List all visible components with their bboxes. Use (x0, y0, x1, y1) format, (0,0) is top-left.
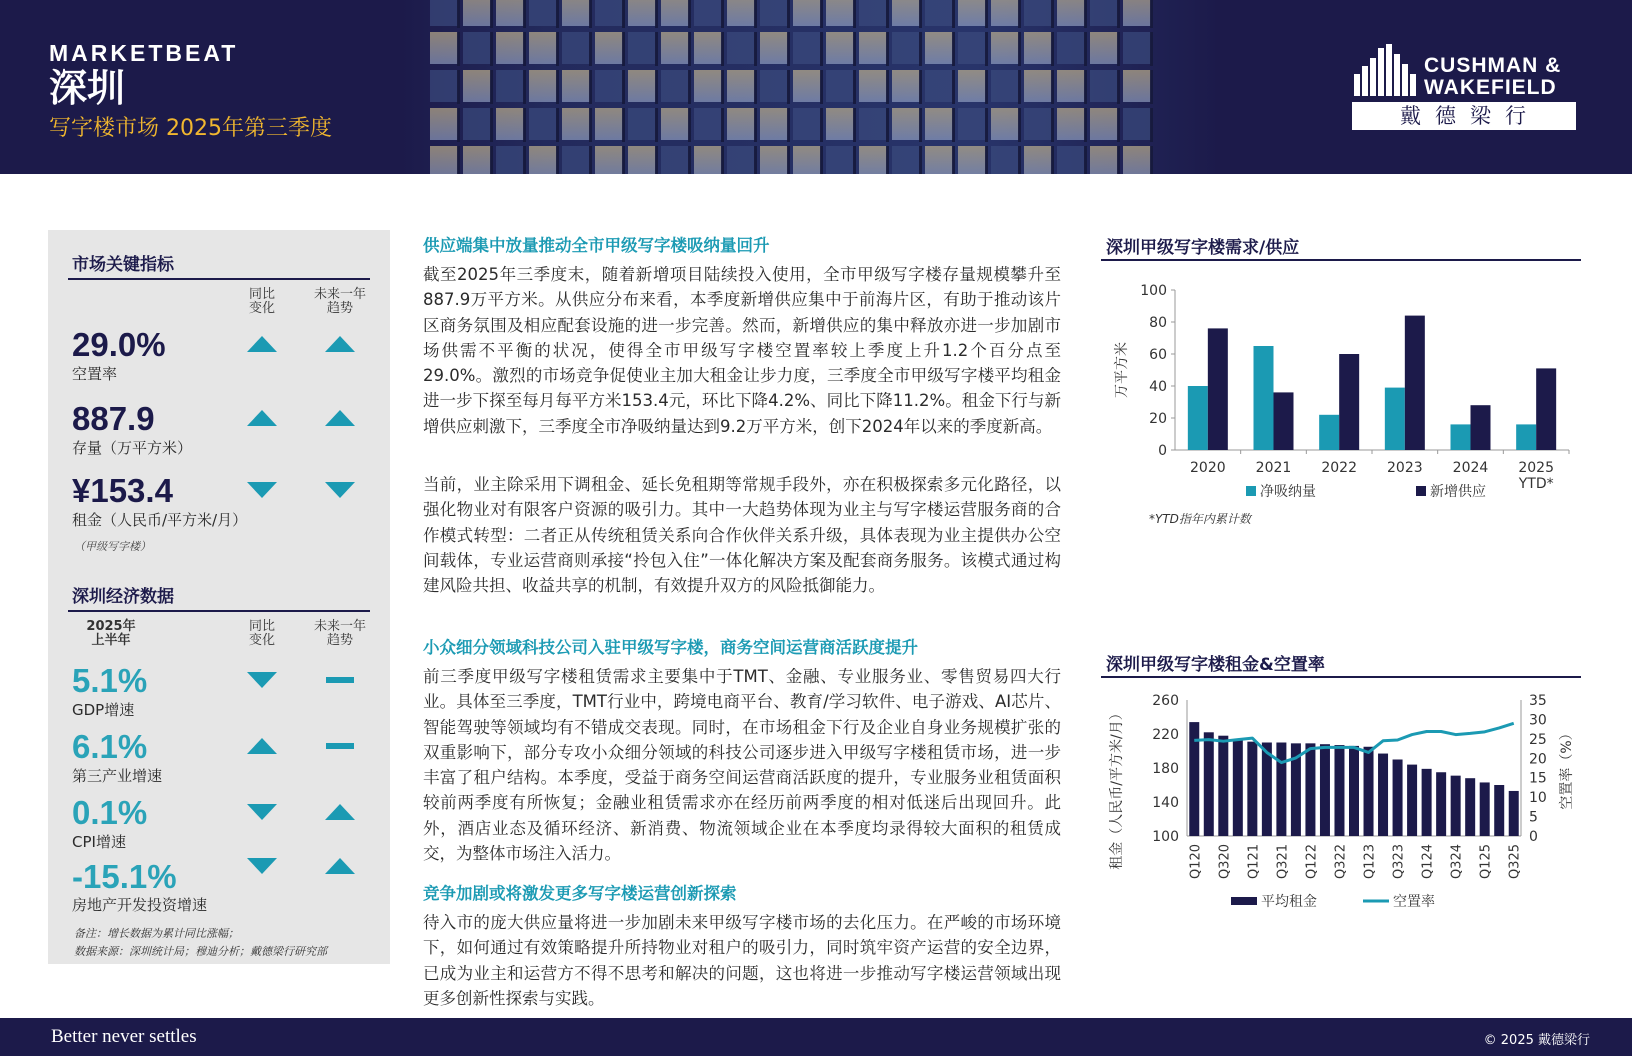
legend-label: 新增供应 (1430, 484, 1486, 500)
report-subtitle: 写字楼市场 2025年第三季度 (49, 116, 332, 141)
bar-rent-Q121 (1247, 742, 1257, 836)
realestate-label: 房地产开发投资增速 (72, 896, 208, 914)
x-tick-label: Q122 (1304, 844, 1320, 880)
bar-supply-2 (1339, 354, 1359, 450)
bar-rent-Q420 (1233, 739, 1243, 836)
section-heading-demand: 小众细分领域科技公司入驻甲级写字楼，商务空间运营商活跃度提升 (423, 638, 918, 657)
x-tick-label: 2022 (1321, 460, 1357, 476)
cpi-value: 0.1% (72, 794, 148, 831)
footer-tagline: Better never settles (51, 1026, 197, 1047)
y-tick-label: 40 (1149, 379, 1167, 395)
y-tick-label-right: 10 (1529, 790, 1547, 807)
y-axis-label-left: 租金（人民币/平方米/月） (1109, 706, 1125, 870)
bar-absorption-5 (1516, 424, 1536, 450)
y-axis-label-right: 空置率（%） (1559, 726, 1575, 810)
panel-footnote: 备注：增长数据为累计同比涨幅； (74, 927, 239, 940)
x-tick-label: 2025 (1518, 460, 1554, 476)
realestate-yoy-arrow-down-icon (246, 856, 278, 876)
footer-bar (0, 1018, 1632, 1056)
key-indicators-panel (48, 230, 390, 964)
y-tick-label: 100 (1140, 283, 1167, 299)
y-axis-label: 万平方米 (1114, 342, 1130, 398)
bar-rent-Q224 (1436, 772, 1446, 836)
x-tick-label: YTD* (1518, 476, 1554, 492)
logo-text-line2: WAKEFIELD (1424, 76, 1557, 99)
rent-outlook-arrow-down-icon (324, 480, 356, 500)
tertiary-outlook-flat-dash-icon (324, 736, 356, 756)
economy-heading: 深圳经济数据 (72, 587, 174, 607)
x-tick-label: Q325 (1507, 844, 1523, 880)
y-tick-label-right: 20 (1529, 751, 1547, 768)
y-tick-label-right: 15 (1529, 770, 1547, 787)
rent-value: ¥153.4 (72, 472, 173, 509)
tertiary-value: 6.1% (72, 728, 148, 765)
x-tick-label: Q120 (1188, 844, 1204, 880)
x-tick-label: 2020 (1190, 460, 1226, 476)
stock-yoy-arrow-up-icon (246, 408, 278, 428)
col-header-outlook: 未来一年 趋势 (313, 619, 366, 648)
rent-yoy-arrow-down-icon (246, 480, 278, 500)
y-tick-label-left: 100 (1152, 829, 1179, 845)
paragraph: 截至2025年三季度末，随着新增项目陆续投入使用，全市甲级写字楼存量规模攀升至887.9万平方米。从供应分布来看，本季度新增供应集中于前海片区，有助于推动该片区商务氛围及相应配套设施的进一步完善。然而，新增供应的集中释放亦进一步加剧市场供需不平衡的状况，使得全市甲级写字楼空置率较上季度上升1.2个百分点至29.0%。激烈的市场竞争促使业主加大租金让步力度，三季度全市甲级写字楼平均租金进一步下探至每月每平方米153.4元，环比下降4.2%、同比下降11.2%。租金下行与新增供应刺激下，三季度全市净吸纳量达到9.2万平方米，创下2024年以来的季度新高。 (423, 265, 1061, 436)
logo-building-icon (1352, 44, 1418, 96)
rent-note: （甲级写字楼） (74, 540, 151, 553)
paragraph: 当前，业主除采用下调租金、延长免租期等常规手段外，亦在积极探索多元化路径，以强化物业对有限客户资源的吸引力。其中一大趋势体现为业主与写字楼运营服务商的合作模式转型：二者正从传统租赁关系向合作伙伴关系升级，具体表现为业主提供办公空间载体，专业运营商则承接“拎包入住”一体化解决方案及配套商务服务。该模式通过构建风险共担、收益共享的机制，有效提升双方的风险抵御能力。 (423, 475, 1061, 596)
y-tick-label-left: 180 (1152, 761, 1179, 777)
vacancy-value: 29.0% (72, 326, 166, 363)
y-tick-label-right: 25 (1529, 731, 1547, 748)
gdp-value: 5.1% (72, 662, 148, 699)
paragraph: 前三季度甲级写字楼租赁需求主要集中于TMT、金融、专业服务业、零售贸易四大行业。具体至三季度，TMT行业中，跨境电商平台、教育/学习软件、电子游戏、AI芯片、智能驾驶等领域均有不错成交表现。同时，在市场租金下行及企业自身业务规模扩张的双重影响下，部分专攻小众细分领域的科技公司逐步进入甲级写字楼租赁市场，进一步丰富了租户结构。本季度，受益于商务空间运营商活跃度的提升，专业服务业租赁面积较前两季度有所恢复；金融业租赁需求亦在经历前两季度的相对低迷后出现回升。此外，酒店业态及循环经济、新消费、物流领域企业在本季度均录得较大面积的租赁成交，为整体市场注入活力。 (423, 667, 1061, 864)
x-tick-label: Q321 (1275, 844, 1291, 880)
bar-supply-5 (1536, 368, 1556, 450)
tertiary-label: 第三产业增速 (72, 767, 163, 785)
x-tick-label: Q124 (1420, 844, 1436, 880)
bar-rent-Q321 (1276, 743, 1286, 837)
bar-supply-1 (1274, 392, 1294, 450)
footer-copyright: © 2025 戴德梁行 (1483, 1033, 1590, 1048)
y-tick-label-left: 140 (1152, 795, 1179, 811)
chart2-title: 深圳甲级写字楼租金&空置率 (1106, 655, 1325, 675)
bar-rent-Q222 (1320, 744, 1330, 836)
vacancy-yoy-arrow-up-icon (246, 334, 278, 354)
vacancy-outlook-arrow-up-icon (324, 334, 356, 354)
bar-supply-3 (1405, 316, 1425, 450)
stock-outlook-arrow-up-icon (324, 408, 356, 428)
bar-rent-Q422 (1349, 746, 1359, 836)
legend-swatch (1246, 486, 1256, 496)
y-tick-label-right: 35 (1529, 693, 1547, 709)
legend-swatch (1416, 486, 1426, 496)
realestate-value: -15.1% (72, 858, 177, 895)
bar-absorption-4 (1451, 424, 1471, 450)
rent-label: 租金（人民币/平方米/月） (72, 511, 248, 529)
divider (68, 278, 370, 280)
gdp-outlook-flat-dash-icon (324, 670, 356, 690)
col-header-outlook: 未来一年 趋势 (313, 287, 366, 316)
bar-rent-Q122 (1305, 743, 1315, 836)
x-tick-label: 2021 (1255, 460, 1292, 476)
report-brand: MARKETBEAT (49, 40, 239, 66)
legend-label: 净吸纳量 (1260, 484, 1316, 500)
legend-swatch (1231, 897, 1257, 905)
bar-rent-Q423 (1407, 765, 1417, 836)
supply-demand-chart (1101, 270, 1581, 540)
bar-supply-0 (1208, 328, 1228, 450)
bar-rent-Q325 (1509, 791, 1519, 836)
x-tick-label: Q123 (1362, 844, 1378, 880)
y-tick-label: 0 (1158, 443, 1167, 459)
x-tick-label: 2024 (1452, 460, 1489, 476)
realestate-outlook-arrow-up-icon (324, 856, 356, 876)
bar-absorption-3 (1385, 388, 1405, 450)
indicators-heading: 市场关键指标 (72, 255, 174, 275)
panel-source: 数据来源：深圳统计局；穆迪分析；戴德梁行研究部 (74, 945, 327, 958)
bar-rent-Q123 (1364, 747, 1374, 836)
gdp-label: GDP增速 (72, 701, 135, 719)
x-tick-label: Q324 (1449, 844, 1465, 880)
y-tick-label-right: 5 (1529, 809, 1538, 826)
report-city: 深圳 (49, 66, 126, 110)
x-tick-label: Q320 (1217, 844, 1233, 880)
y-tick-label-right: 30 (1529, 712, 1547, 729)
divider (1101, 259, 1581, 261)
company-logo (1352, 44, 1578, 132)
col-header-yoy: 同比 变化 (248, 287, 275, 316)
legend-label: 平均租金 (1261, 894, 1317, 910)
bar-supply-4 (1471, 405, 1491, 450)
x-tick-label: Q323 (1391, 844, 1407, 880)
legend-label: 空置率 (1393, 894, 1435, 910)
y-tick-label: 20 (1149, 411, 1167, 427)
section-heading-outlook: 竞争加剧或将激发更多写字楼运营创新探索 (423, 884, 737, 903)
bar-rent-Q223 (1378, 754, 1388, 836)
header-banner (0, 0, 1632, 174)
bar-rent-Q322 (1334, 745, 1344, 836)
bar-rent-Q124 (1422, 769, 1432, 836)
chart1-title: 深圳甲级写字楼需求/供应 (1106, 238, 1300, 258)
x-tick-label: Q322 (1333, 844, 1349, 880)
bar-rent-Q220 (1204, 732, 1214, 836)
divider (1101, 676, 1581, 678)
gdp-yoy-arrow-down-icon (246, 670, 278, 690)
y-tick-label-right: 0 (1529, 829, 1538, 845)
logo-chinese-name: 戴德梁行 (1352, 102, 1576, 130)
col-header-period: 2025年 上半年 (86, 619, 136, 648)
divider (68, 610, 370, 612)
paragraph: 待入市的庞大供应量将进一步加剧未来甲级写字楼市场的去化压力。在严峻的市场环境下，如何通过有效策略提升所持物业对租户的吸引力，同时筑牢资产运营的安全边界，已成为业主和运营方不得不思考和解决的问题，这也将进一步推动写字楼运营领域出现更多创新性探索与实践。 (423, 913, 1061, 1008)
bar-rent-Q225 (1494, 785, 1504, 836)
stock-label: 存量（万平方米） (72, 439, 193, 457)
chart-footnote: *YTD指年内累计数 (1149, 512, 1251, 526)
stock-value: 887.9 (72, 400, 155, 437)
bar-rent-Q320 (1218, 736, 1228, 836)
y-tick-label: 80 (1149, 315, 1167, 331)
bar-rent-Q323 (1393, 760, 1403, 837)
logo-text-line1: CUSHMAN & (1424, 54, 1562, 77)
y-tick-label: 60 (1149, 347, 1167, 363)
section-heading-supply: 供应端集中放量推动全市甲级写字楼吸纳量回升 (423, 236, 770, 255)
tertiary-yoy-arrow-up-icon (246, 736, 278, 756)
bar-rent-Q324 (1451, 776, 1461, 836)
bar-absorption-1 (1254, 346, 1274, 450)
y-tick-label-left: 260 (1152, 693, 1179, 709)
bar-absorption-2 (1319, 415, 1339, 450)
x-tick-label: Q121 (1246, 844, 1262, 880)
rent-vacancy-chart (1101, 686, 1581, 926)
x-tick-label: Q125 (1478, 844, 1494, 880)
building-photo (400, 0, 1220, 174)
y-tick-label-left: 220 (1152, 727, 1179, 743)
col-header-yoy: 同比 变化 (248, 619, 275, 648)
bar-rent-Q125 (1480, 782, 1490, 836)
cpi-outlook-arrow-up-icon (324, 802, 356, 822)
bar-rent-Q424 (1465, 778, 1475, 836)
cpi-label: CPI增速 (72, 833, 126, 851)
vacancy-label: 空置率 (72, 365, 118, 383)
cpi-yoy-arrow-down-icon (246, 802, 278, 822)
bar-absorption-0 (1188, 386, 1208, 450)
x-tick-label: 2023 (1387, 460, 1423, 476)
